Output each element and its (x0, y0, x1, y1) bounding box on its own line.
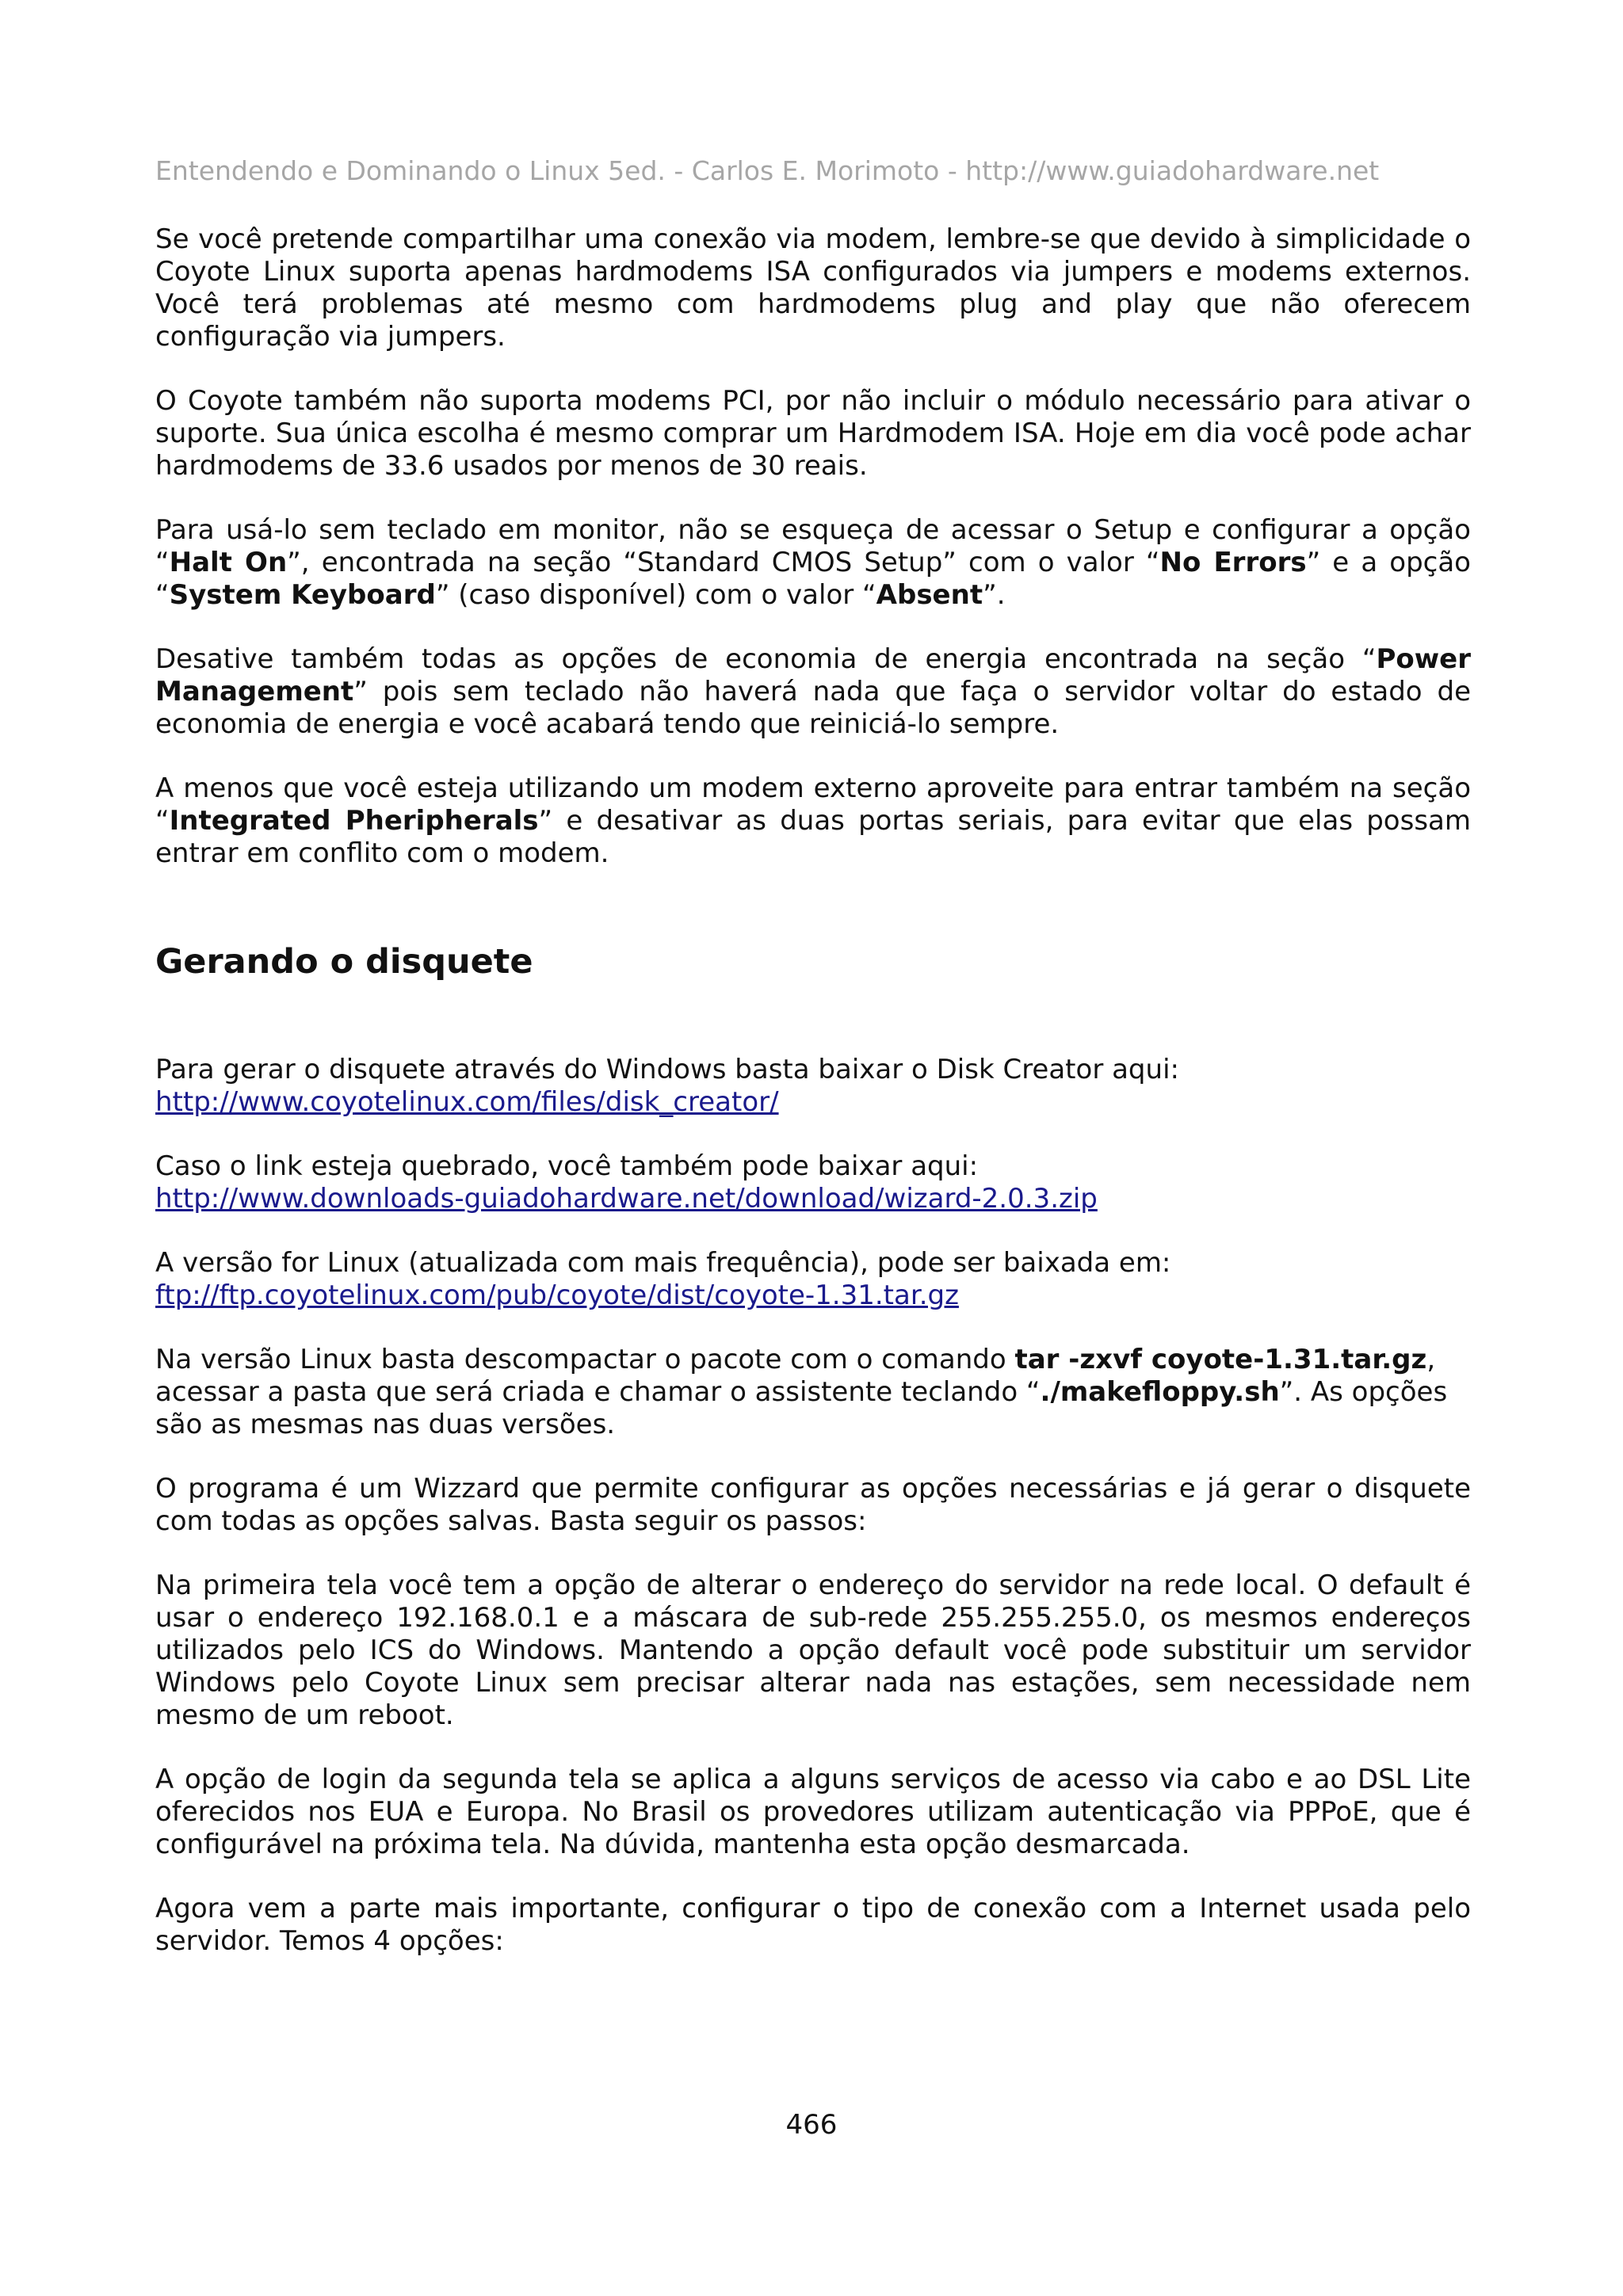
section-title: Gerando o disquete (155, 942, 533, 982)
paragraph-download-windows (155, 1054, 1471, 1119)
paragraph-download-mirror (155, 1150, 1471, 1215)
text-fragment: ” e a opção “ (155, 547, 1471, 611)
paragraph-download-linux (155, 1247, 1471, 1312)
text-fragment: Caso o link esteja quebrado, você também pode baixar aqui: (155, 1150, 979, 1182)
text-fragment: Na versão Linux basta descompactar o pacote com o comando (155, 1344, 1015, 1375)
text-fragment: A versão for Linux (atualizada com mais frequência), pode ser baixada em: (155, 1247, 1171, 1279)
bold-system-keyboard: System Keyboard (169, 579, 436, 611)
paragraph-pci-modems: O Coyote também não suporta modems PCI, por não incluir o módulo necessário para ativar o suporte. Sua única escolha é mesmo comprar um Hardmodem ISA. Hoje em dia você pode achar hardmodems de 33.6 usados por menos de 30 reais. (155, 385, 1471, 482)
bold-integrated-peripherals: Integrated Pheripherals (169, 805, 539, 837)
paragraph-serial-ports (155, 772, 1471, 870)
text-fragment: ” pois sem teclado não haverá nada que faça o servidor voltar do estado de economia de energia e você acabará tendo que reiniciá-lo sempre. (155, 676, 1471, 740)
text-fragment: A menos que você esteja utilizando um modem externo aproveite para entrar também na seção “ (155, 772, 1471, 837)
text-fragment: ”. (983, 579, 1006, 611)
bold-halt-on: Halt On (169, 547, 288, 578)
text-fragment: Desative também todas as opções de economia de energia encontrada na seção “ (155, 643, 1377, 675)
paragraph-login-option: A opção de login da segunda tela se aplica a alguns serviços de acesso via cabo e ao DSL Lite oferecidos nos EUA e Europa. No Brasil os provedores utilizam autenticação via PPPoE, que é configurável na próxima tela. Na dúvida, mantenha esta opção desmarcada. (155, 1764, 1471, 1860)
paragraph-linux-version (155, 1344, 1471, 1441)
text-fragment: ”. As opções são as mesmas nas duas versões. (155, 1376, 1448, 1440)
paragraph-first-screen: Na primeira tela você tem a opção de alterar o endereço do servidor na rede local. O default é usar o endereço 192.168.0.1 e a máscara de sub-rede 255.255.255.0, os mesmos endereços utilizados pelo ICS do Windows. Mantendo a opção default você pode substituir um servidor Windows pelo Coyote Linux sem precisar alterar nada nas estações, sem necessidade nem mesmo de um reboot. (155, 1569, 1471, 1731)
bold-tar-command: tar -zxvf coyote-1.31.tar.gz (1014, 1344, 1427, 1375)
running-header: Entendendo e Dominando o Linux 5ed. - Carlos E. Morimoto - http://www.guiadohardware.net (155, 155, 1380, 186)
paragraph-power-management (155, 643, 1471, 741)
bold-power-management: Power Management (155, 643, 1471, 707)
paragraph-setup-options (155, 514, 1471, 612)
text-fragment: Para gerar o disquete através do Windows basta baixar o Disk Creator aqui: (155, 1054, 1179, 1085)
disk-creator-link[interactable]: http://www.coyotelinux.com/files/disk_creator/ (155, 1086, 779, 1118)
bold-makefloppy: ./makefloppy.sh (1040, 1376, 1280, 1408)
paragraph-connection-type: Agora vem a parte mais importante, configurar o tipo de conexão com a Internet usada pelo servidor. Temos 4 opções: (155, 1893, 1471, 1957)
paragraph-wizard: O programa é um Wizzard que permite configurar as opções necessárias e já gerar o disquete com todas as opções salvas. Basta seguir os passos: (155, 1473, 1471, 1537)
text-fragment: Para usá-lo sem teclado em monitor, não se esqueça de acessar o Setup e configurar a opção “ (155, 514, 1471, 578)
page-content (155, 223, 1471, 1989)
bold-absent: Absent (876, 579, 983, 611)
page-number: 466 (785, 2109, 838, 2141)
wizard-zip-link[interactable]: http://www.downloads-guiadohardware.net/download/wizard-2.0.3.zip (155, 1183, 1098, 1215)
text-fragment: ” (caso disponível) com o valor “ (435, 579, 876, 611)
text-fragment: , acessar a pasta que será criada e chamar o assistente teclando “ (155, 1344, 1436, 1408)
bold-no-errors: No Errors (1159, 547, 1307, 578)
text-fragment: ”, encontrada na seção “Standard CMOS Setup” com o valor “ (287, 547, 1160, 578)
coyote-tarball-link[interactable]: ftp://ftp.coyotelinux.com/pub/coyote/dist/coyote-1.31.tar.gz (155, 1280, 959, 1311)
text-fragment: ” e desativar as duas portas seriais, para evitar que elas possam entrar em conflito com o modem. (155, 805, 1471, 869)
paragraph-modem-sharing: Se você pretende compartilhar uma conexão via modem, lembre-se que devido à simplicidade o Coyote Linux suporta apenas hardmodems ISA configurados via jumpers e modems externos. Você terá problemas até mesmo com hardmodems plug and play que não oferecem configuração via jumpers. (155, 223, 1471, 353)
